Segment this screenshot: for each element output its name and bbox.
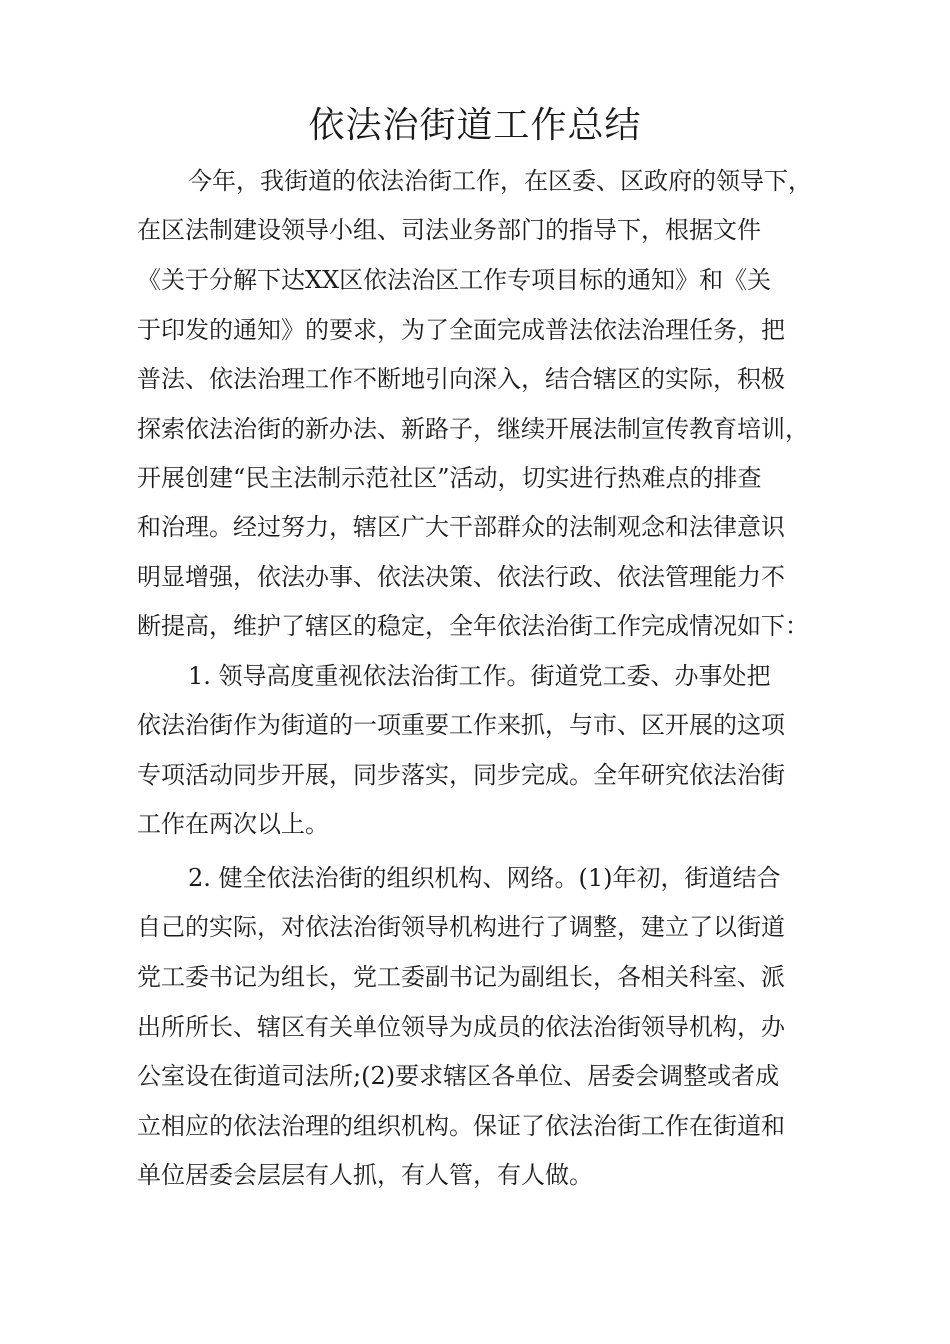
paragraph-1-line-7: 开展创建“民主法制示范社区”活动，切实进行热难点的排查 (137, 464, 762, 492)
paragraph-3-line-7: 单位居委会层层有人抓，有人管，有人做。 (137, 1161, 593, 1189)
paragraph-2-line-1: 1. 领导高度重视依法治街工作。街道党工委、办事处把 (188, 662, 771, 690)
paragraph-1-line-3: 《关于分解下达XX区依法治区工作专项目标的通知》和《关 (137, 266, 772, 294)
paragraph-1-line-6: 探索依法治街的新办法、新路子，继续开展法制宣传教育培训， (137, 415, 809, 443)
paragraph-1-line-2: 在区法制建设领导小组、司法业务部门的指导下，根据文件 (137, 216, 761, 244)
paragraph-3-line-4: 出所所长、辖区有关单位领导为成员的依法治街领导机构，办 (137, 1013, 785, 1041)
paragraph-3-line-3: 党工委书记为组长，党工委副书记为副组长，各相关科室、派 (137, 963, 785, 991)
paragraph-1-line-8: 和治理。经过努力，辖区广大干部群众的法制观念和法律意识 (137, 513, 785, 541)
document-title: 依法治街道工作总结 (308, 105, 642, 146)
paragraph-1-line-1: 今年，我街道的依法治街工作，在区委、区政府的领导下， (188, 167, 812, 195)
paragraph-3-line-2: 自己的实际，对依法治街领导机构进行了调整，建立了以街道 (137, 913, 785, 941)
paragraph-1-line-10: 断提高，维护了辖区的稳定，全年依法治街工作完成情况如下： (137, 612, 809, 640)
paragraph-1-line-9: 明显增强，依法办事、依法决策、依法行政、依法管理能力不 (137, 563, 785, 591)
paragraph-3-line-6: 立相应的依法治理的组织机构。保证了依法治街工作在街道和 (137, 1112, 785, 1140)
paragraph-2-line-2: 依法治街作为街道的一项重要工作来抓，与市、区开展的这项 (137, 711, 785, 739)
paragraph-2-line-4: 工作在两次以上。 (137, 810, 329, 838)
paragraph-1-line-5: 普法、依法治理工作不断地引向深入，结合辖区的实际，积极 (137, 365, 785, 393)
paragraph-3-line-1: 2. 健全依法治街的组织机构、网络。(1)年初，街道结合 (188, 864, 781, 892)
paragraph-1-line-4: 于印发的通知》的要求，为了全面完成普法依法治理任务，把 (137, 316, 785, 344)
paragraph-2-line-3: 专项活动同步开展，同步落实，同步完成。全年研究依法治街 (137, 761, 785, 789)
paragraph-3-line-5: 公室设在街道司法所;(2)要求辖区各单位、居委会调整或者成 (137, 1062, 780, 1090)
